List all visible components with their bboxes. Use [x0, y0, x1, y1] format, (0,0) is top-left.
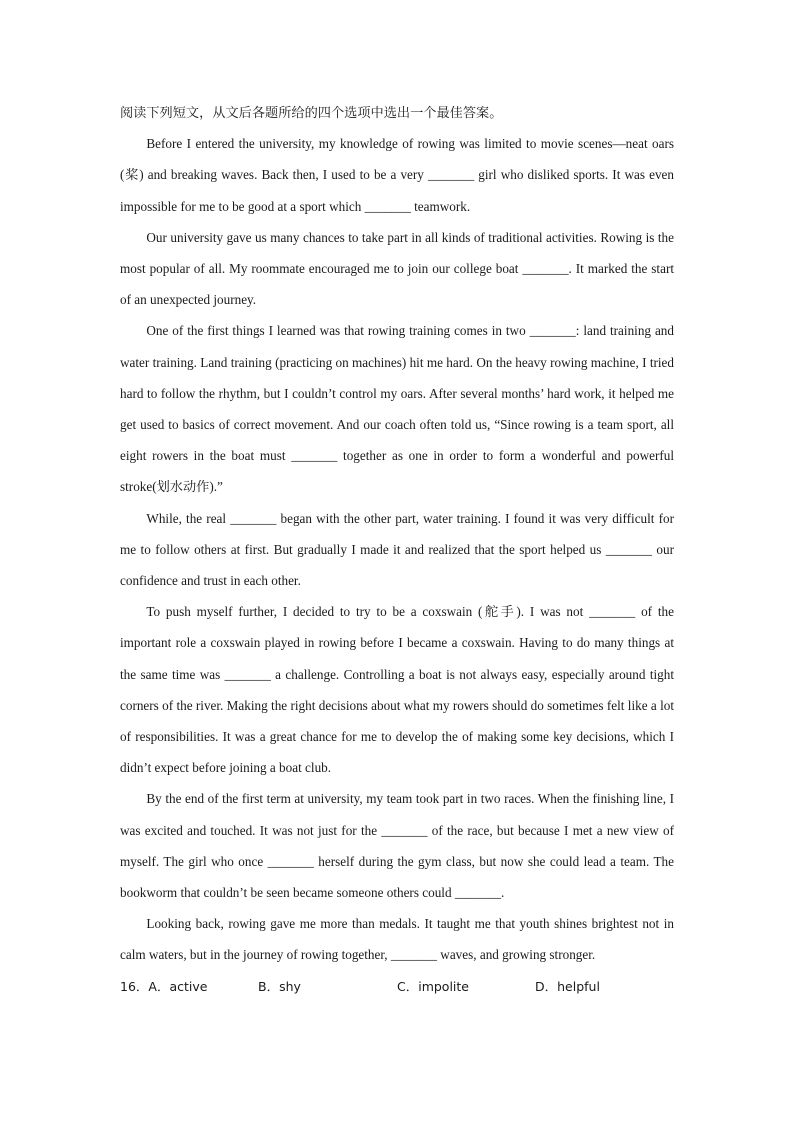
- question-16-options: [120, 971, 674, 1002]
- paragraph-6: By the end of the first term at university, my team took part in two races. When the finishing line, I was excited and touched. It was not just for the _______ of the race, but because I met a new view of myself. The girl who once _______ herself during the gym class, but now she could lead a team. The bookworm that couldn’t be seen became someone others could _______.: [120, 791, 674, 901]
- option-a[interactable]: 16．A．active: [120, 978, 208, 994]
- reading-passage: [120, 97, 674, 1002]
- paragraph-3: One of the first things I learned was that rowing training comes in two _______: land training and water training. Land training (practicing on machines) hit me hard. On the heavy rowing machine, I tried hard to follow the rhythm, but I couldn’t control my oars. After several months’ hard work, it helped me get used to basics of correct movement. And our coach often told us, “Since rowing is a team sport, all eight rowers in the boat must _______ together as one in order to form a wonderful and powerful stroke(划水动作).”: [120, 323, 674, 495]
- paragraph-2: Our university gave us many chances to take part in all kinds of traditional activities. Rowing is the most popular of all. My roommate encouraged me to join our college boat _______. It marked the start of an unexpected journey.: [120, 229, 674, 308]
- paragraph-4: While, the real _______ began with the other part, water training. I found it was very difficult for me to follow others at first. But gradually I made it and realized that the sport helped us _______ our confidence and trust in each other.: [120, 510, 674, 589]
- option-b[interactable]: B．shy: [258, 978, 301, 994]
- instruction-text: 阅读下列短文，从文后各题所给的四个选项中选出一个最佳答案。: [120, 105, 503, 120]
- paragraph-1: Before I entered the university, my knowledge of rowing was limited to movie scenes—neat oars (桨) and breaking waves. Back then, I used to be a very _______ girl who disliked sports. It was even impossible for me to be good at a sport which _______ teamwork.: [120, 136, 674, 214]
- paragraph-7: Looking back, rowing gave me more than medals. It taught me that youth shines brightest not in calm waters, but in the journey of rowing together, _______ waves, and growing stronger.: [120, 916, 674, 963]
- paragraph-5: To push myself further, I decided to try to be a coxswain (舵手). I was not _______ of the important role a coxswain played in rowing before I became a coxswain. Having to do many things at the same time was _______ a challenge. Controlling a boat is not always easy, especially around tight corners of the river. Making the right decisions about what my rowers should do sometimes felt like a lot of responsibilities. It was a great chance for me to develop the of making some key decisions, which I didn’t expect before joining a boat club.: [120, 604, 674, 776]
- option-d[interactable]: D．helpful: [535, 978, 600, 994]
- option-c[interactable]: C．impolite: [397, 978, 469, 994]
